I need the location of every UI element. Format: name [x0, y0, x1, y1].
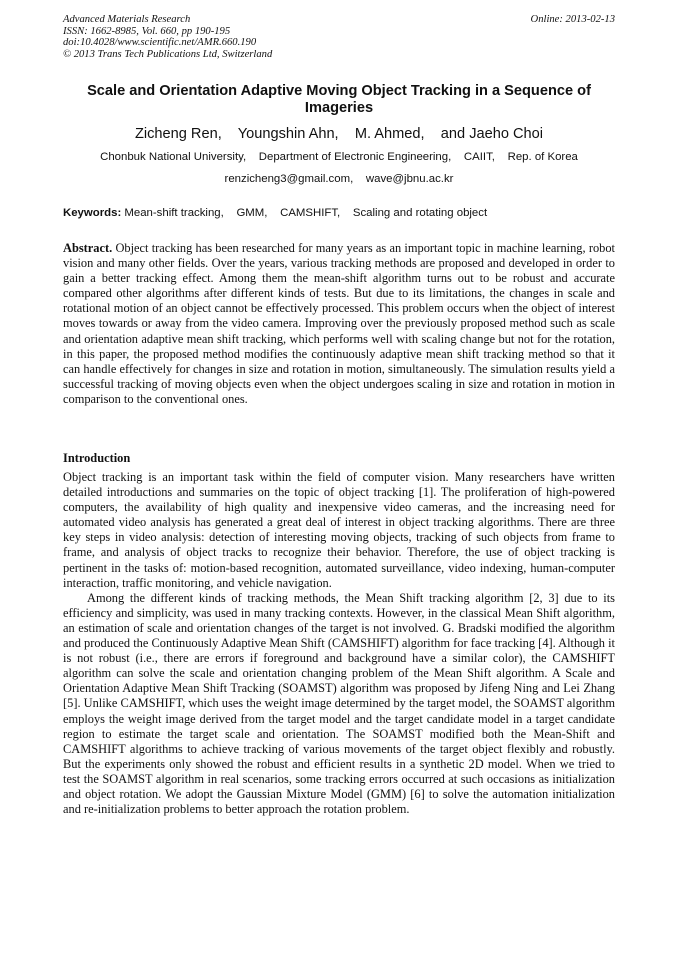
keywords-text: Mean-shift tracking, GMM, CAMSHIFT, Scaling and rotating object	[121, 207, 488, 219]
section-heading-introduction: Introduction	[63, 451, 131, 465]
intro-paragraph-2: Among the different kinds of tracking methods, the Mean Shift tracking algorithm [2, 3] due to its efficiency and simplicity, was used in many tracking contexts. However, in the classical Mean Shift algorithm, an estimation of scale and orientation changes of the target is not involved. G. Bradski modified the algorithm and produced the Continuously Adaptive Mean Shift (CAMSHIFT) algorithm for face tracking [4]. Although it is not robust (i.e., there are errors if foreground and background have a similar color), the CAMSHIFT algorithm can solve the scale and orientation changing problem of the Mean Shift algorithm. A Scale and Orientation Adaptive Mean Shift Tracking (SOAMST) algorithm was proposed by Jifeng Ning and Lei Zhang [5]. Unlike CAMSHIFT, which uses the weight image determined by the target model, the SOAMST algorithm employs the weight image derived from the target model and the target candidate model in a target candidate region to estimate the target scale and orientation. The SOAMST modified both the Mean-Shift and CAMSHIFT algorithms to achieve tracking of various movements of the target object flexibly and robustly. But the experiments only showed the robust and efficient results in a synthetic 2D model. When we tried to test the SOAMST algorithm in real scenarios, some tracking errors occurred at such occasions as initialization and object rotation. We adopt the Gaussian Mixture Model (GMM) [6] to solve the automation initialization and re-initialization problems to better approach the rotation problem.	[63, 590, 615, 817]
abstract	[63, 241, 615, 407]
author-list: Zicheng Ren, Youngshin Ahn, M. Ahmed, and Jaeho Choi	[134, 126, 544, 142]
keywords	[63, 207, 615, 220]
doi-line: doi:10.4028/www.scientific.net/AMR.660.190	[63, 37, 257, 49]
issn-line: ISSN: 1662-8985, Vol. 660, pp 190-195	[63, 25, 231, 37]
abstract-text: Object tracking has been researched for many years as an important topic in machine learning, robot vision and many other fields. Over the years, various tracking methods are proposed and developed in order to gain a better tracking effect. Among them the mean-shift algorithm turns out to be robust and accurate compared other algorithms after different kinds of tests. But due to its limitations, the changes in scale and rotational motion of an object cannot be effectively processed. This problem occurs when the object of interest moves towards or away from the video camera. Improving over the previously proposed method such as scale and orientation adaptive mean shift tracking, which performs well with scaling change but not for the rotation, in this paper, the proposed method modifies the continuously adaptive mean shift tracking method so that it can handle effectively for changes in size and rotation in motion, simultaneously. The simulation results yield a successful tracking of moving objects even when the object undergoes scaling in size and rotation in motion in comparison to the conventional ones.	[63, 241, 615, 406]
abstract-label: Abstract.	[63, 241, 113, 255]
online-date: Online: 2013-02-13	[530, 14, 615, 25]
journal-header	[63, 14, 615, 60]
author-emails: renzicheng3@gmail.com, wave@jbnu.ac.kr	[224, 173, 454, 185]
copyright-line: © 2013 Trans Tech Publications Ltd, Switzerland	[63, 48, 273, 60]
affiliation: Chonbuk National University, Department of Electronic Engineering, CAIIT, Rep. of Korea	[100, 151, 578, 163]
intro-paragraph-1: Object tracking is an important task within the field of computer vision. Many researchers have written detailed introductions and summaries on the topic of object tracking [1]. The proliferation of high-powered computers, the availability of high quality and inexpensive video cameras, and the increasing need for automated video analysis has generated a great deal of interest in object tracking algorithms. There are three key steps in video analysis: detection of interesting moving objects, tracking of such objects from frame to frame, and analysis of object tracks to recognize their behavior. Therefore, the use of object tracking is pertinent in the tasks of: motion-based recognition, automated surveillance, video indexing, human-computer interaction, traffic monitoring, and vehicle navigation.	[63, 470, 615, 590]
paper-title: Scale and Orientation Adaptive Moving Object Tracking in a Sequence of Imageries	[87, 83, 591, 116]
journal-name: Advanced Materials Research	[63, 14, 191, 25]
keywords-label: Keywords:	[63, 207, 122, 219]
introduction-body	[63, 470, 615, 817]
